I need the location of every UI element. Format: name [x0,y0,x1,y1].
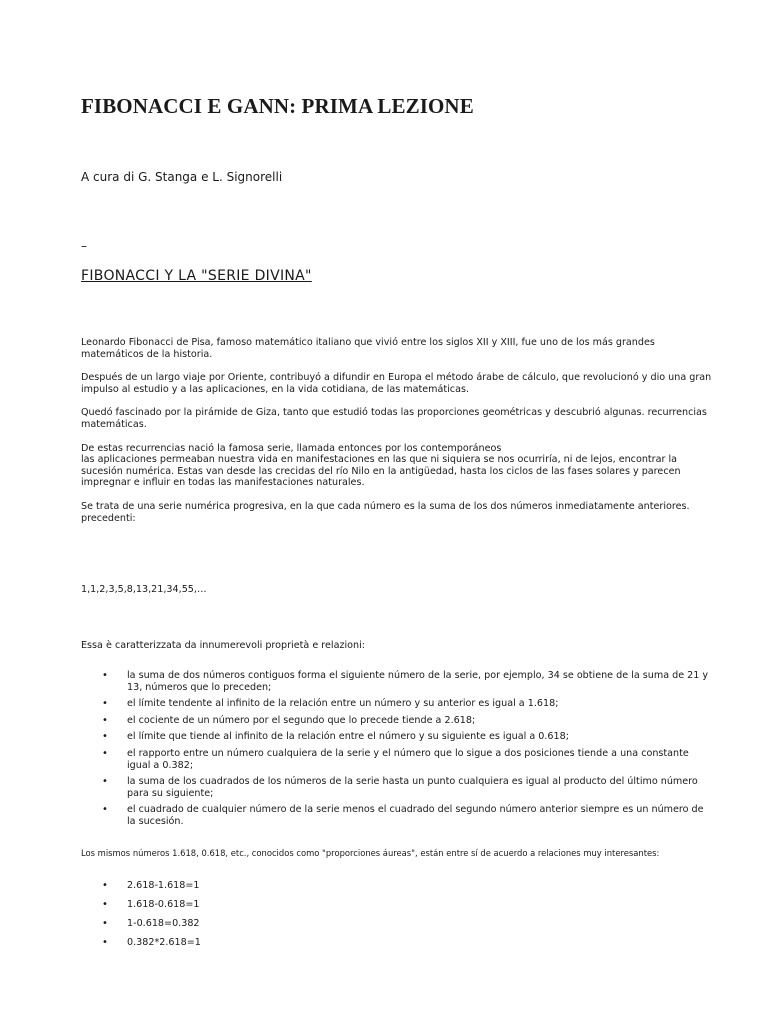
bullet-icon: • [102,776,108,788]
list-item-text: 1-0.618=0.382 [127,918,200,930]
bullet-icon: • [102,804,108,816]
properties-intro: Essa è caratterizzata da innumerevoli proprietà e relazioni: [81,640,365,651]
list-item [81,748,713,771]
list-item [81,899,713,911]
list-item [81,776,713,799]
list-item [81,937,713,949]
list-item [81,731,713,743]
intro-paragraphs [81,337,713,536]
bullet-icon: • [102,937,108,949]
list-item-text: 2.618-1.618=1 [127,880,200,891]
list-item-text: 0.382*2.618=1 [127,937,201,949]
golden-ratio-list [81,880,713,956]
bullet-icon: • [102,747,108,759]
list-item-text: el cuadrado de cualquier número de la serie menos el cuadrado del segundo número anterior siempre es un número de la sucesión. [127,804,704,827]
list-item-text: el límite tendente al infinito de la relación entre un número y su anterior es igual a 1.618; [127,698,559,710]
list-item [81,670,713,693]
list-item-text: la suma de dos números contiguos forma el siguiente número de la serie, por ejemplo, 34 se obtiene de la suma de 21 y 13, números que lo preceden; [127,670,709,693]
separator-dash: – [81,239,87,253]
bullet-icon: • [102,731,108,743]
bullet-icon: • [102,899,108,911]
paragraph: Después de un largo viaje por Oriente, contribuyó a difundir en Europa el método árabe de cálculo, que revolucionó y dio una gran impulso al estudio y a las aplicaciones, en la vida cotidiana, de las matemáticas. [81,372,712,395]
paragraph: Leonardo Fibonacci de Pisa, famoso matemático italiano que vivió entre los siglos XII y XIII, fue uno de los más grandes matemáticos de la historia. [81,337,655,360]
list-item [81,880,713,892]
bullet-icon: • [102,714,108,726]
list-item [81,918,713,930]
bullet-icon: • [102,918,108,930]
bullet-icon: • [102,670,108,681]
paragraph: De estas recurrencias nació la famosa serie, llamada entonces por los contemporáneos las aplicaciones permeaban nuestra vida en manifestaciones en las que ni siquiera se nos ocurriría, ni de lejos, encontrar la sucesión numérica. Estas van desde las crecidas del río Nilo en la antigüedad, hasta los ciclos de las fases solares y parecen impregnar e influir en todas las manifestaciones naturales. [81,442,681,489]
properties-list [81,670,713,833]
bullet-icon: • [102,880,108,891]
authors-line: A cura di G. Stanga e L. Signorelli [81,170,283,184]
list-item-text: el rapporto entre un número cualquiera de la serie y el número que lo sigue a dos posiciones tiende a una constante igual a 0.382; [127,747,689,771]
fibonacci-sequence: 1,1,2,3,5,8,13,21,34,55,… [81,584,207,595]
paragraph: Se trata de una serie numérica progresiva, en la que cada número es la suma de los dos números inmediatamente anteriores. precedenti: [81,500,690,524]
list-item-text: el cociente de un número por el segundo que lo precede tiende a 2.618; [127,714,476,726]
section-title: FIBONACCI Y LA "SERIE DIVINA" [81,268,312,284]
list-item-text: 1.618-0.618=1 [127,899,200,911]
list-item [81,715,713,727]
list-item [81,698,713,710]
list-item [81,804,713,827]
golden-ratio-intro: Los mismos números 1.618, 0.618, etc., conocidos como "proporciones áureas", están entre sí de acuerdo a relaciones muy interesantes: [81,848,660,858]
list-item-text: la suma de los cuadrados de los números de la serie hasta un punto cualquiera es igual al producto del último número para su siguiente; [127,776,698,799]
document-title: FIBONACCI E GANN: PRIMA LEZIONE [81,94,474,118]
paragraph: Quedó fascinado por la pirámide de Giza, tanto que estudió todas las proporciones geométricas y descubrió algunas. recurrencias matemáticas. [81,407,707,430]
bullet-icon: • [102,698,108,710]
list-item-text: el límite que tiende al infinito de la relación entre el número y su siguiente es igual a 0.618; [127,731,569,743]
